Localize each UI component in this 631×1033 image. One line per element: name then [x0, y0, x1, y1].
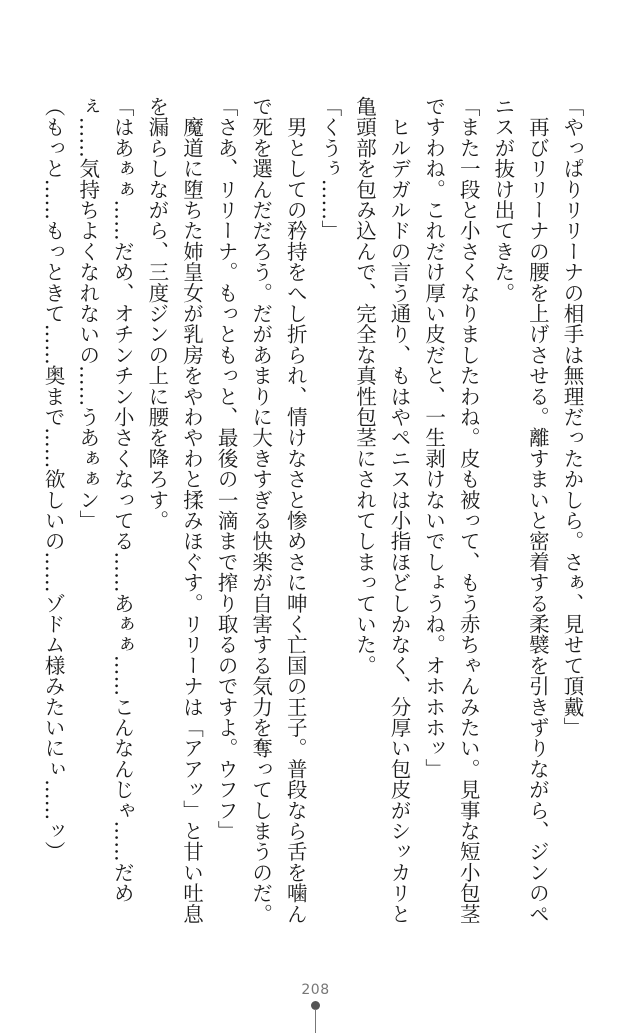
text-line: 再びリリーナの腰を上げさせる。離すまいと密着する柔襞を引きずりながら、ジンのペ	[525, 96, 550, 924]
text-line: 亀頭部を包み込んで、完全な真性包茎にされてしまっていた。	[352, 96, 377, 676]
page-marker-line	[315, 1009, 316, 1033]
text-line: で死を選んだだろう。だがあまりに大きすぎる快楽が自害する気力を奪ってしまうのだ。	[248, 96, 273, 924]
text-line: 「やっぱりリリーナの相手は無理だったかしら。さぁ、見せて頂戴」	[560, 96, 584, 738]
text-line: 魔道に堕ちた姉皇女が乳房をやわやわと揉みほぐす。リリーナは「アアッ」と甘い吐息	[179, 96, 204, 924]
vertical-text-block	[36, 96, 590, 936]
text-line: 「はあぁぁ……だめ、オチンチン小さくなってる……あぁぁ……こんなんじゃ……だめ	[110, 96, 135, 904]
text-line: ニスが抜け出てきた。	[490, 96, 515, 303]
text-line: ですわね。これだけ厚い皮だと、一生剥けないでしょうね。オホホホッ」	[421, 96, 446, 780]
page-number: 208	[301, 982, 330, 998]
text-line: 「さあ、リリーナ。もっともっと、最後の一滴まで搾り取るのですよ。ウフフ」	[214, 96, 239, 842]
text-line: を漏らしながら、三度ジンの上に腰を降ろす。	[144, 96, 169, 531]
text-line: ぇ……気持ちよくなれないの……うあぁぁン」	[75, 96, 100, 531]
text-line: 「また一段と小さくなりましたわね。皮も被って、もう赤ちゃんみたい。見事な短小包茎	[456, 96, 481, 924]
text-line: 男としての矜持をへし折られ、情けなさと惨めさに呻く亡国の王子。普段なら舌を噛ん	[283, 96, 308, 924]
text-line: ヒルデガルドの言う通り、もはやペニスは小指ほどしかなく、分厚い包皮がシッカリと	[387, 96, 412, 924]
text-line: （もっと……もっときて……奥まで……欲しいの……ゾドム様みたいにぃ……ッ）	[41, 96, 66, 862]
text-line: 「くうぅ……」	[317, 96, 342, 241]
